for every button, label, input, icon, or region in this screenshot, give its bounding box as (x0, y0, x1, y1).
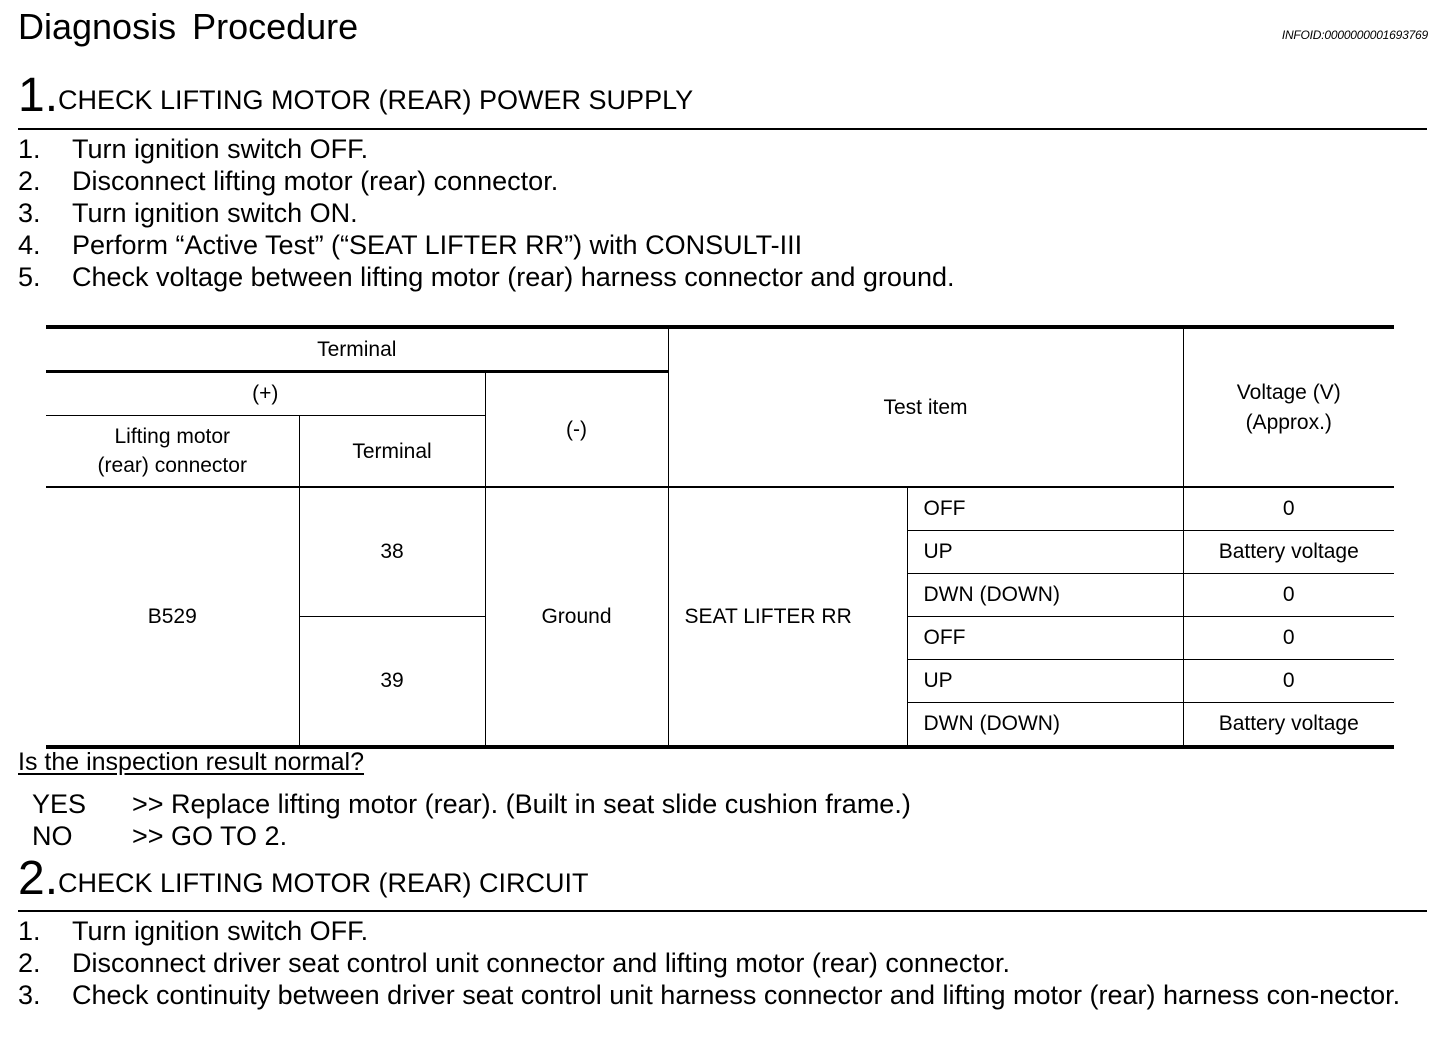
step-2-instructions (18, 915, 1428, 1011)
step-1-number: 1. (18, 69, 59, 122)
list-item: 4. Perform “Active Test” (“SEAT LIFTER RR”) with CONSULT-III (18, 230, 803, 260)
voltage-cell: 0 (1183, 660, 1394, 703)
connector-cell: B529 (46, 487, 299, 747)
step-1-instructions (18, 133, 954, 293)
list-item: 3. Turn ignition switch ON. (18, 198, 358, 228)
voltage-cell: Battery voltage (1183, 531, 1394, 574)
condition-cell: OFF (907, 617, 1183, 660)
list-item: 1. Turn ignition switch OFF. (18, 916, 369, 946)
terminal-cell: 38 (299, 487, 485, 617)
page-title: Diagnosis Procedure (18, 6, 359, 47)
step-1-title: CHECK LIFTING MOTOR (REAR) POWER SUPPLY (58, 85, 694, 115)
header-minus: (-) (485, 372, 668, 488)
list-item: 2. Disconnect lifting motor (rear) connector. (18, 166, 559, 196)
condition-cell: DWN (DOWN) (907, 574, 1183, 617)
step-2-title: CHECK LIFTING MOTOR (REAR) CIRCUIT (58, 868, 589, 898)
voltage-cell: 0 (1183, 487, 1394, 531)
condition-cell: DWN (DOWN) (907, 703, 1183, 748)
voltage-spec-table (46, 325, 1394, 749)
test-name-cell: SEAT LIFTER RR (668, 487, 907, 747)
info-id: INFOID:0000000001693769 (1281, 28, 1428, 42)
voltage-cell: 0 (1183, 617, 1394, 660)
condition-cell: OFF (907, 487, 1183, 531)
step-1-heading (18, 68, 693, 123)
list-item: 5. Check voltage between lifting motor (rear) harness connector and ground. (18, 262, 955, 292)
condition-cell: UP (907, 531, 1183, 574)
header-connector: Lifting motor (rear) connector (46, 416, 299, 488)
header-plus: (+) (46, 372, 485, 416)
answer-no: NO >> GO TO 2. (32, 821, 288, 851)
header-test-item: Test item (668, 327, 1183, 487)
header-terminal-sub: Terminal (299, 416, 485, 488)
voltage-cell: 0 (1183, 574, 1394, 617)
header-voltage: Voltage (V) (Approx.) (1183, 327, 1394, 487)
list-item: 2. Disconnect driver seat control unit connector and lifting motor (rear) connector. (18, 948, 1010, 978)
inspection-question: Is the inspection result normal? (18, 748, 365, 776)
ground-cell: Ground (485, 487, 668, 747)
answer-yes: YES >> Replace lifting motor (rear). (Built in seat slide cushion frame.) (32, 789, 911, 819)
list-item: 3. Check continuity between driver seat control unit harness connector and lifting motor (rear) harness con-nector. (18, 980, 1401, 1010)
step-2-divider (18, 910, 1427, 912)
condition-cell: UP (907, 660, 1183, 703)
voltage-cell: Battery voltage (1183, 703, 1394, 748)
terminal-cell: 39 (299, 617, 485, 748)
step-1-divider (18, 128, 1427, 130)
step-2-heading (18, 851, 589, 906)
list-item: 1. Turn ignition switch OFF. (18, 134, 369, 164)
header-terminal: Terminal (46, 327, 668, 372)
step-2-number: 2. (18, 852, 59, 905)
